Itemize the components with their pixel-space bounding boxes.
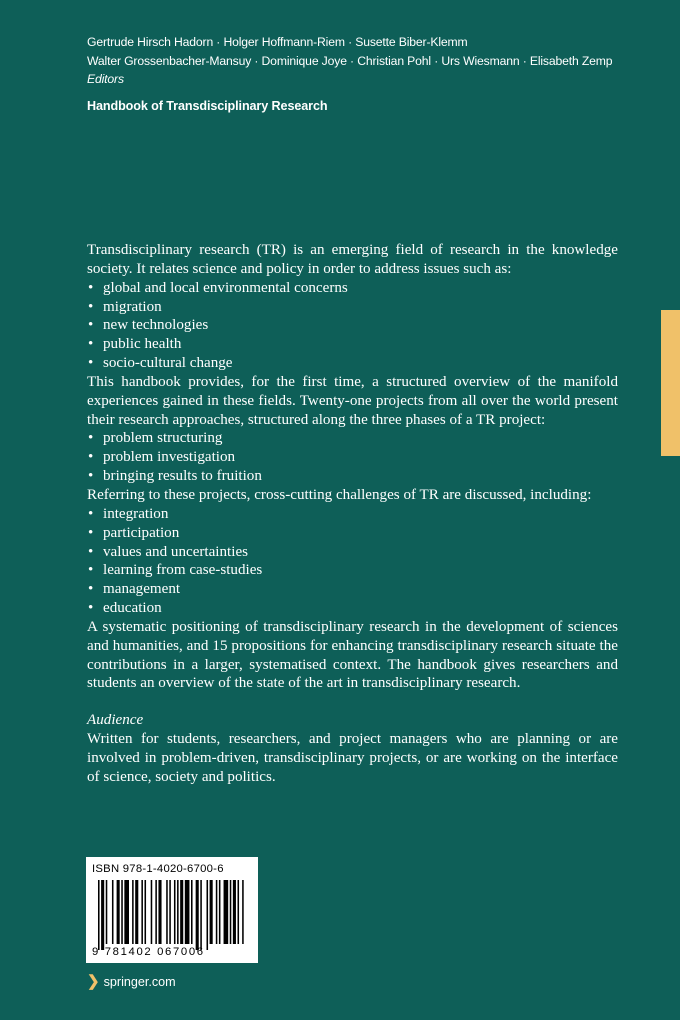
barcode-bar (101, 880, 104, 950)
barcode-bar (242, 880, 244, 944)
barcode-bar (132, 880, 134, 944)
barcode-bar (185, 880, 190, 944)
barcode-bar (98, 880, 100, 950)
list-item: • public health (87, 335, 618, 354)
phases-list (87, 429, 618, 486)
barcode-digits: 9 781402 067006 (92, 946, 205, 958)
barcode-bar (191, 880, 193, 944)
audience-heading: Audience (87, 712, 144, 729)
chevron-right-icon: ❯ (87, 973, 100, 990)
barcode-bar (166, 880, 168, 944)
barcode-bar (151, 880, 153, 944)
audience-section (87, 711, 618, 786)
barcode-bar (200, 880, 202, 950)
barcode-bar (180, 880, 183, 944)
editors-block (87, 33, 647, 89)
intro-paragraph: Transdisciplinary research (TR) is an emerging field of research in the knowledge society. It relates science and policy in order to address issues such as: (87, 242, 618, 277)
editors-role: Editors (87, 72, 124, 86)
barcode-bar (238, 880, 240, 944)
description-blurb (87, 241, 618, 787)
barcode-bar (112, 880, 114, 944)
list-item: • participation (87, 524, 618, 543)
barcode-bar (117, 880, 120, 944)
list-item: • new technologies (87, 316, 618, 335)
barcode-bar (145, 880, 147, 944)
list-item: • management (87, 580, 618, 599)
challenges-intro-paragraph: Referring to these projects, cross-cutting challenges of TR are discussed, including: (87, 486, 592, 503)
barcode-bar (158, 880, 161, 944)
editors-line-1: Gertrude Hirsch Hadorn · Holger Hoffmann-Riem · Susette Biber-Klemm (87, 35, 468, 49)
accent-tab (661, 310, 680, 456)
barcode-bar (207, 880, 209, 950)
barcode-bar (121, 880, 123, 944)
list-item: • integration (87, 505, 618, 524)
editors-line-2: Walter Grossenbacher-Mansuy · Dominique Joye · Christian Pohl · Urs Wiesmann · Elisabeth Zemp (87, 53, 613, 68)
list-item: • bringing results to fruition (87, 467, 618, 486)
challenges-list (87, 505, 618, 618)
list-item: • global and local environmental concerns (87, 279, 618, 298)
isbn-label: ISBN 978-1-4020-6700-6 (92, 863, 224, 875)
list-item: • learning from case-studies (87, 561, 618, 580)
isbn-barcode (86, 857, 258, 963)
barcode-bar (224, 880, 229, 944)
overview-paragraph: This handbook provides, for the first time, a structured overview of the manifold experiences gained in these fields. Twenty-one projects from all over the world present their research approaches, structured along the three phases of a TR project: (87, 373, 618, 428)
barcode-bar (124, 880, 129, 944)
audience-paragraph: Written for students, researchers, and project managers who are planning or are involved in problem-driven, transdisciplinary projects, or are working on the interface of science, society and politics. (87, 731, 618, 785)
barcode-bar (141, 880, 143, 944)
barcode-bar (177, 880, 179, 944)
list-item: • socio-cultural change (87, 354, 618, 373)
barcode-bar (169, 880, 171, 944)
barcode-bar (106, 880, 108, 944)
publisher-url: springer.com (103, 974, 176, 989)
list-item: • migration (87, 298, 618, 317)
list-item: • education (87, 599, 618, 618)
publisher-link[interactable] (87, 974, 176, 989)
barcode-bar (174, 880, 176, 944)
list-item: • problem structuring (87, 429, 618, 448)
list-item: • problem investigation (87, 448, 618, 467)
barcode-bar (135, 880, 138, 944)
book-title: Handbook of Transdisciplinary Research (87, 99, 328, 113)
conclusion-paragraph: A systematic positioning of transdisciplinary research in the development of sciences and humanities, and 15 propositions for enhancing transdisciplinary research situate the contributions in a larger, systematised context. The handbook gives researchers and students an overview of the state of the art in transdisciplinary research. (87, 618, 618, 692)
barcode-bar (233, 880, 236, 944)
barcode-bar (210, 880, 213, 944)
barcode-bar (155, 880, 157, 944)
barcode-bar (196, 880, 199, 950)
barcode-bar (219, 880, 221, 944)
list-item: • values and uncertainties (87, 543, 618, 562)
barcode-bar (216, 880, 218, 944)
issues-list (87, 279, 618, 373)
barcode-bar (230, 880, 232, 944)
